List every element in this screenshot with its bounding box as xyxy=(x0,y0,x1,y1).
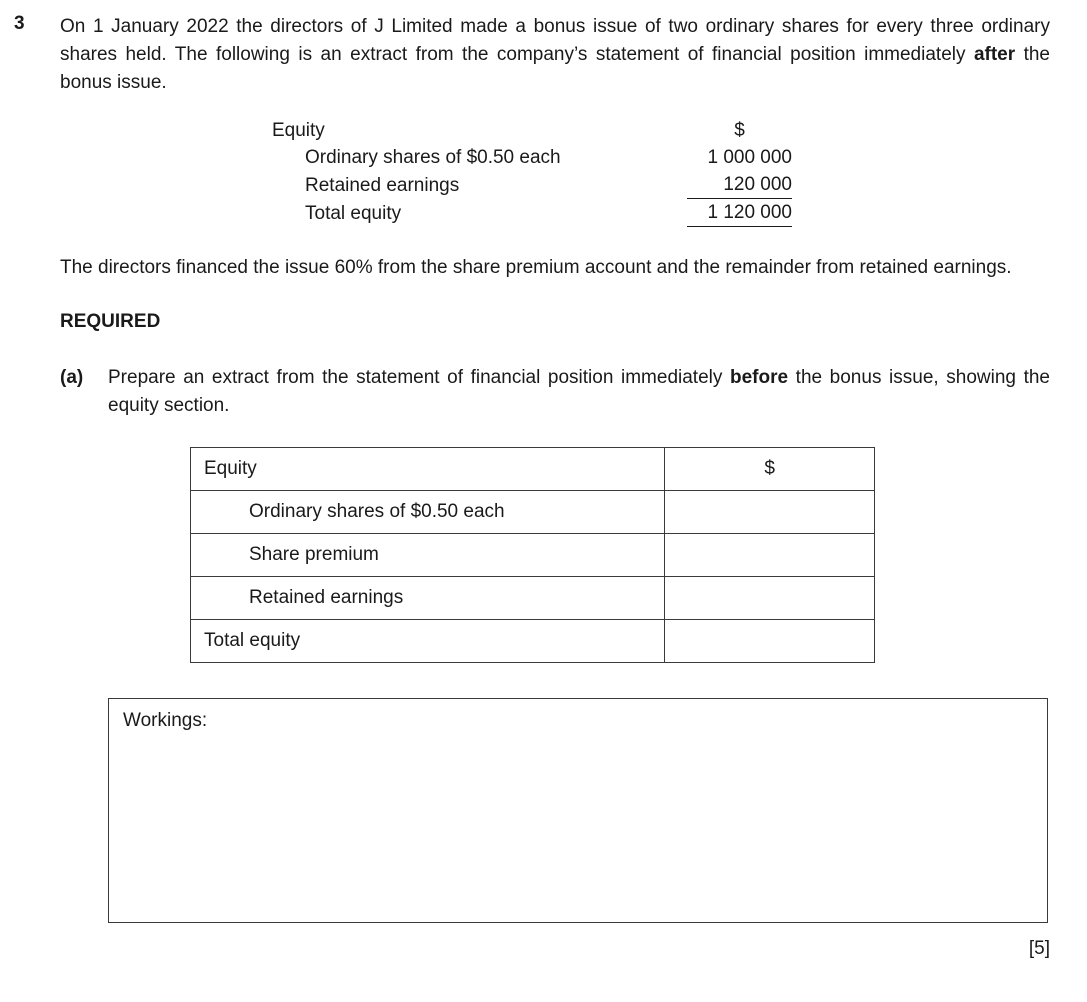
extract-row-value: 120 000 xyxy=(687,171,792,199)
part-a-block xyxy=(60,364,1050,420)
question-number: 3 xyxy=(14,13,25,34)
table-header-currency: $ xyxy=(665,448,875,491)
table-answer-cell xyxy=(665,577,875,620)
extract-header-label: Equity xyxy=(272,120,325,141)
extract-row-label: Retained earnings xyxy=(305,175,460,196)
intro-paragraph xyxy=(60,13,1050,97)
extract-row-total-equity xyxy=(272,199,792,227)
table-header-equity: Equity xyxy=(191,448,665,491)
table-answer-cell xyxy=(665,620,875,663)
marks-value: [5] xyxy=(1028,938,1050,959)
intro-bold-after: after xyxy=(973,44,1016,65)
question-content xyxy=(60,13,1050,962)
part-a-text-2: the bonus issue, showing the equity section. xyxy=(108,367,1050,416)
part-a-text-1: Prepare an extract from the statement of financial position immediately xyxy=(108,367,730,388)
extract-row-value: 1 000 000 xyxy=(707,147,792,168)
workings-box xyxy=(108,698,1048,923)
table-row-label: Total equity xyxy=(191,620,665,663)
table-row-label: Retained earnings xyxy=(191,577,665,620)
required-heading: REQUIRED xyxy=(60,311,161,332)
table-row-share-premium xyxy=(191,534,875,577)
extract-row-label: Ordinary shares of $0.50 each xyxy=(305,147,561,168)
financing-paragraph: The directors financed the issue 60% from the share premium account and the remainder from retained earnings. xyxy=(60,257,1012,278)
table-row-label: Share premium xyxy=(191,534,665,577)
part-a-text xyxy=(108,364,1050,420)
table-answer-cell xyxy=(665,534,875,577)
part-a-label: (a) xyxy=(60,367,84,388)
table-row-total-equity xyxy=(191,620,875,663)
intro-text-1: On 1 January 2022 the directors of J Limited made a bonus issue of two ordinary shares for every three ordinary shares held. The following is an extract from the company’s statement of financial position immediately xyxy=(60,16,1050,65)
extract-row-retained-earnings xyxy=(272,171,792,199)
table-row-ordinary-shares xyxy=(191,491,875,534)
extract-header-row xyxy=(272,117,792,144)
marks-row xyxy=(60,936,1050,962)
extract-row-ordinary-shares xyxy=(272,144,792,171)
table-answer-cell xyxy=(665,491,875,534)
part-a-bold-before: before xyxy=(729,367,789,388)
answer-table xyxy=(190,447,875,663)
workings-label: Workings: xyxy=(123,710,208,731)
table-row-retained-earnings xyxy=(191,577,875,620)
intro-text-2: the bonus issue. xyxy=(60,44,1050,93)
table-row-header xyxy=(191,448,875,491)
table-row-label: Ordinary shares of $0.50 each xyxy=(191,491,665,534)
extract-row-value: 1 120 000 xyxy=(687,199,792,227)
extract-row-label: Total equity xyxy=(305,203,402,224)
extract-currency-header: $ xyxy=(734,120,745,141)
financial-position-extract xyxy=(272,117,792,227)
